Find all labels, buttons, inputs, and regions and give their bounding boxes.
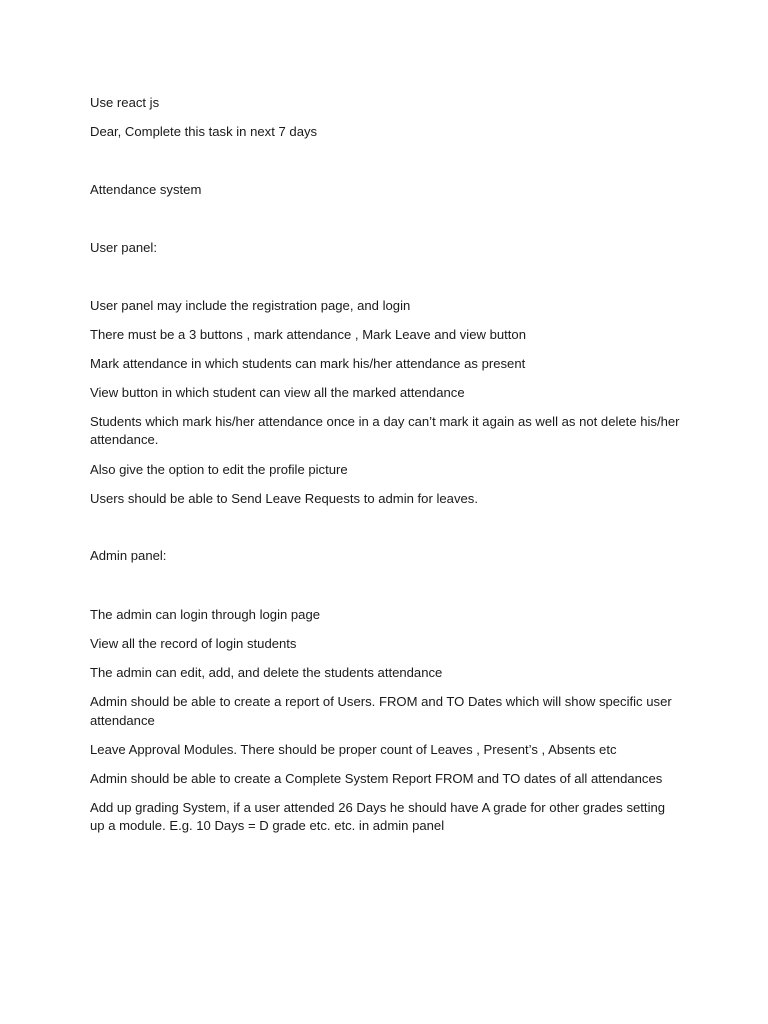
user-requirement-view: View button in which student can view all the marked attendance — [90, 384, 465, 400]
document-title: Attendance system — [90, 181, 202, 197]
instruction-framework: Use react js — [90, 95, 160, 110]
user-requirement-mark-attendance: Mark attendance in which students can mark his/her attendance as present — [90, 355, 526, 371]
user-requirement-buttons: There must be a 3 buttons , mark attendance , Mark Leave and view button — [90, 326, 526, 342]
admin-requirement-login: The admin can login through login page — [90, 606, 321, 622]
admin-requirement-grading-system: Add up grading System, if a user attended 26 Days he should have A grade for other grades setting up a module. E.g. 10 Days = D grade etc. etc. in admin panel — [90, 799, 666, 833]
user-requirement-profile-picture: Also give the option to edit the profile picture — [90, 461, 348, 477]
admin-requirement-edit-attendance: The admin can edit, add, and delete the students attendance — [90, 664, 443, 680]
section-heading-user-panel: User panel: — [90, 240, 157, 255]
admin-requirement-user-report: Admin should be able to create a report of Users. FROM and TO Dates which will show specific user attendance — [90, 694, 672, 728]
user-requirement-leave-requests: Users should be able to Send Leave Requests to admin for leaves. — [90, 490, 478, 506]
admin-requirement-leave-approval: Leave Approval Modules. There should be proper count of Leaves , Present’s , Absents etc — [90, 741, 617, 757]
user-requirement-registration: User panel may include the registration page, and login — [90, 297, 411, 313]
admin-requirement-view-records: View all the record of login students — [90, 635, 297, 651]
user-requirement-once-a-day: Students which mark his/her attendance once in a day can’t mark it again as well as not delete his/her attendance. — [90, 413, 680, 447]
instruction-deadline: Dear, Complete this task in next 7 days — [90, 124, 318, 139]
admin-requirement-system-report: Admin should be able to create a Complete System Report FROM and TO dates of all attendances — [90, 770, 663, 786]
document-page — [90, 94, 690, 836]
section-heading-admin-panel: Admin panel: — [90, 548, 167, 563]
